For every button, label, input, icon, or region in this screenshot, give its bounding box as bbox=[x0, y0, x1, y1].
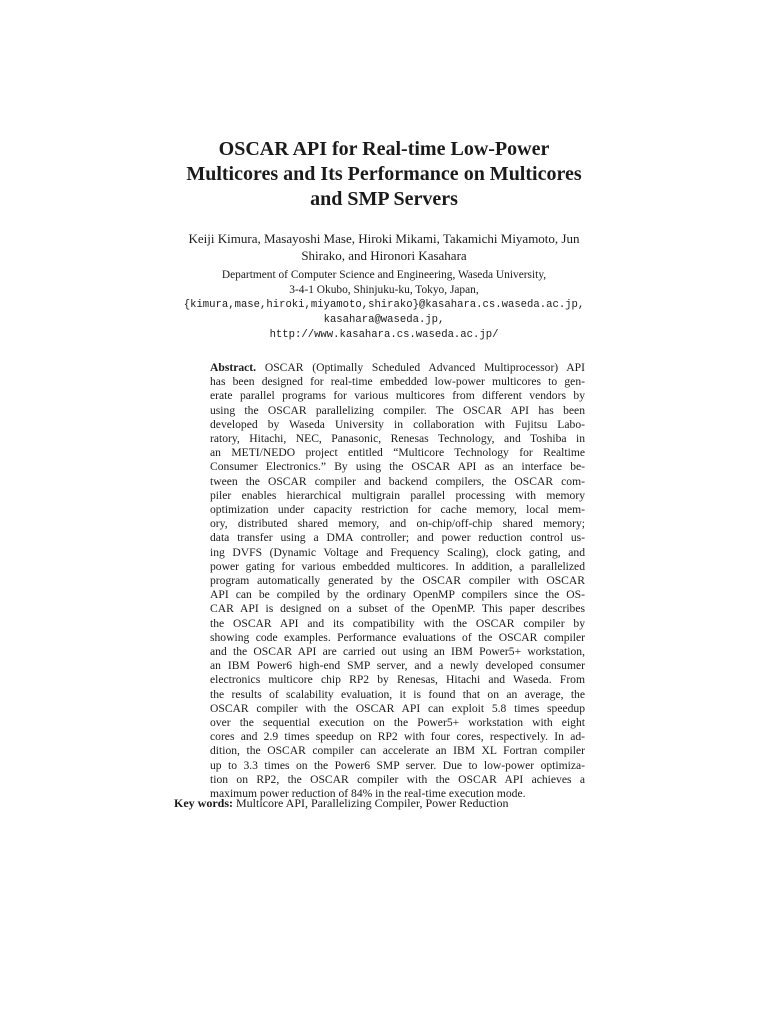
abstract-line: OSCAR compiler with the OSCAR API can exploit 5.8 times speedup bbox=[210, 701, 585, 715]
abstract-line: API can be compiled by the ordinary OpenMP compilers since the OS- bbox=[210, 588, 585, 602]
abstract-line: ratory, Hitachi, NEC, Panasonic, Renesas Technology, and Toshiba in bbox=[210, 432, 585, 446]
abstract-line: the results of scalability evaluation, it is found that on an average, the bbox=[210, 687, 585, 701]
keywords-text: Multicore API, Parallelizing Compiler, Power Reduction bbox=[233, 796, 509, 810]
abstract-line: has been designed for real-time embedded low-power multicores to gen- bbox=[210, 375, 585, 389]
abstract-line: an IBM Power6 high-end SMP server, and a newly developed consumer bbox=[210, 659, 585, 673]
abstract-line: power gating for various embedded multicores. In addition, a parallelized bbox=[210, 559, 585, 573]
abstract-line: cores and 2.9 times speedup on RP2 with four cores, respectively. In ad- bbox=[210, 730, 585, 744]
abstract-line: erate parallel programs for various multicores from different vendors by bbox=[210, 389, 585, 403]
abstract-line: tion on RP2, the OSCAR compiler with the OSCAR API achieves a bbox=[210, 772, 585, 786]
abstract-line: and the OSCAR API are carried out using an IBM Power5+ workstation, bbox=[210, 645, 585, 659]
affiliation-block bbox=[160, 268, 608, 343]
abstract-line: using the OSCAR parallelizing compiler. The OSCAR API has been bbox=[210, 403, 585, 417]
paper-title bbox=[130, 137, 638, 212]
abstract-line: CAR API is designed on a subset of the OpenMP. This paper describes bbox=[210, 602, 585, 616]
abstract-line: program automatically generated by the OSCAR compiler with OSCAR bbox=[210, 574, 585, 588]
abstract-line: up to 3.3 times on the Power6 SMP server. Due to low-power optimiza- bbox=[210, 758, 585, 772]
abstract-line: piler enables hierarchical multigrain parallel processing with memory bbox=[210, 488, 585, 502]
abstract-line: data transfer using a DMA controller; and power reduction control us- bbox=[210, 531, 585, 545]
lab-url-link[interactable]: http://www.kasahara.cs.waseda.ac.jp/ bbox=[269, 329, 499, 341]
abstract-line: over the sequential execution on the Power5+ workstation with eight bbox=[210, 716, 585, 730]
author-line: Shirako, and Hironori Kasahara bbox=[301, 248, 467, 263]
abstract-line bbox=[210, 361, 585, 375]
abstract-line: developed by Waseda University in collaboration with Fujitsu Labo- bbox=[210, 417, 585, 431]
abstract-line: tween the OSCAR compiler and backend compilers, the OSCAR com- bbox=[210, 474, 585, 488]
author-line: Keiji Kimura, Masayoshi Mase, Hiroki Mikami, Takamichi Miyamoto, Jun bbox=[188, 231, 580, 246]
abstract-line: showing code examples. Performance evaluations of the OSCAR compiler bbox=[210, 630, 585, 644]
title-line: and SMP Servers bbox=[310, 188, 458, 210]
title-line: OSCAR API for Real-time Low-Power bbox=[218, 138, 550, 160]
abstract-line: dition, the OSCAR compiler can accelerate an IBM XL Fortran compiler bbox=[210, 744, 585, 758]
abstract-line: ing DVFS (Dynamic Voltage and Frequency Scaling), clock gating, and bbox=[210, 545, 585, 559]
affiliation-line: 3-4-1 Okubo, Shinjuku-ku, Tokyo, Japan, bbox=[289, 284, 479, 296]
abstract-line: maximum power reduction of 84% in the real-time execution mode. bbox=[210, 787, 526, 801]
affiliation-line: Department of Computer Science and Engineering, Waseda University, bbox=[221, 269, 547, 281]
abstract-line-text: OSCAR (Optimally Scheduled Advanced Multiprocessor) API bbox=[256, 361, 585, 374]
author-list bbox=[160, 230, 608, 264]
title-line: Multicores and Its Performance on Multicores bbox=[186, 163, 582, 185]
abstract-line: optimization under capacity restriction for cache memory, local mem- bbox=[210, 503, 585, 517]
abstract-line: Consumer Electronics.” By using the OSCAR API as an interface be- bbox=[210, 460, 585, 474]
author-email: kasahara@waseda.jp, bbox=[323, 314, 445, 326]
keywords-line bbox=[174, 796, 594, 811]
abstract-line: ory, distributed shared memory, and on-chip/off-chip shared memory; bbox=[210, 517, 585, 531]
abstract-line: an METI/NEDO project entitled “Multicore Technology for Realtime bbox=[210, 446, 585, 460]
abstract-line: the OSCAR API and its compatibility with the OSCAR compiler by bbox=[210, 616, 585, 630]
abstract-heading: Abstract. bbox=[210, 361, 257, 374]
abstract-block bbox=[210, 361, 585, 801]
keywords-heading: Key words: bbox=[174, 796, 233, 810]
author-emails: {kimura,mase,hiroki,miyamoto,shirako}@kasahara.cs.waseda.ac.jp, bbox=[183, 299, 585, 311]
abstract-line: electronics multicore chip RP2 by Renesas, Hitachi and Waseda. From bbox=[210, 673, 585, 687]
